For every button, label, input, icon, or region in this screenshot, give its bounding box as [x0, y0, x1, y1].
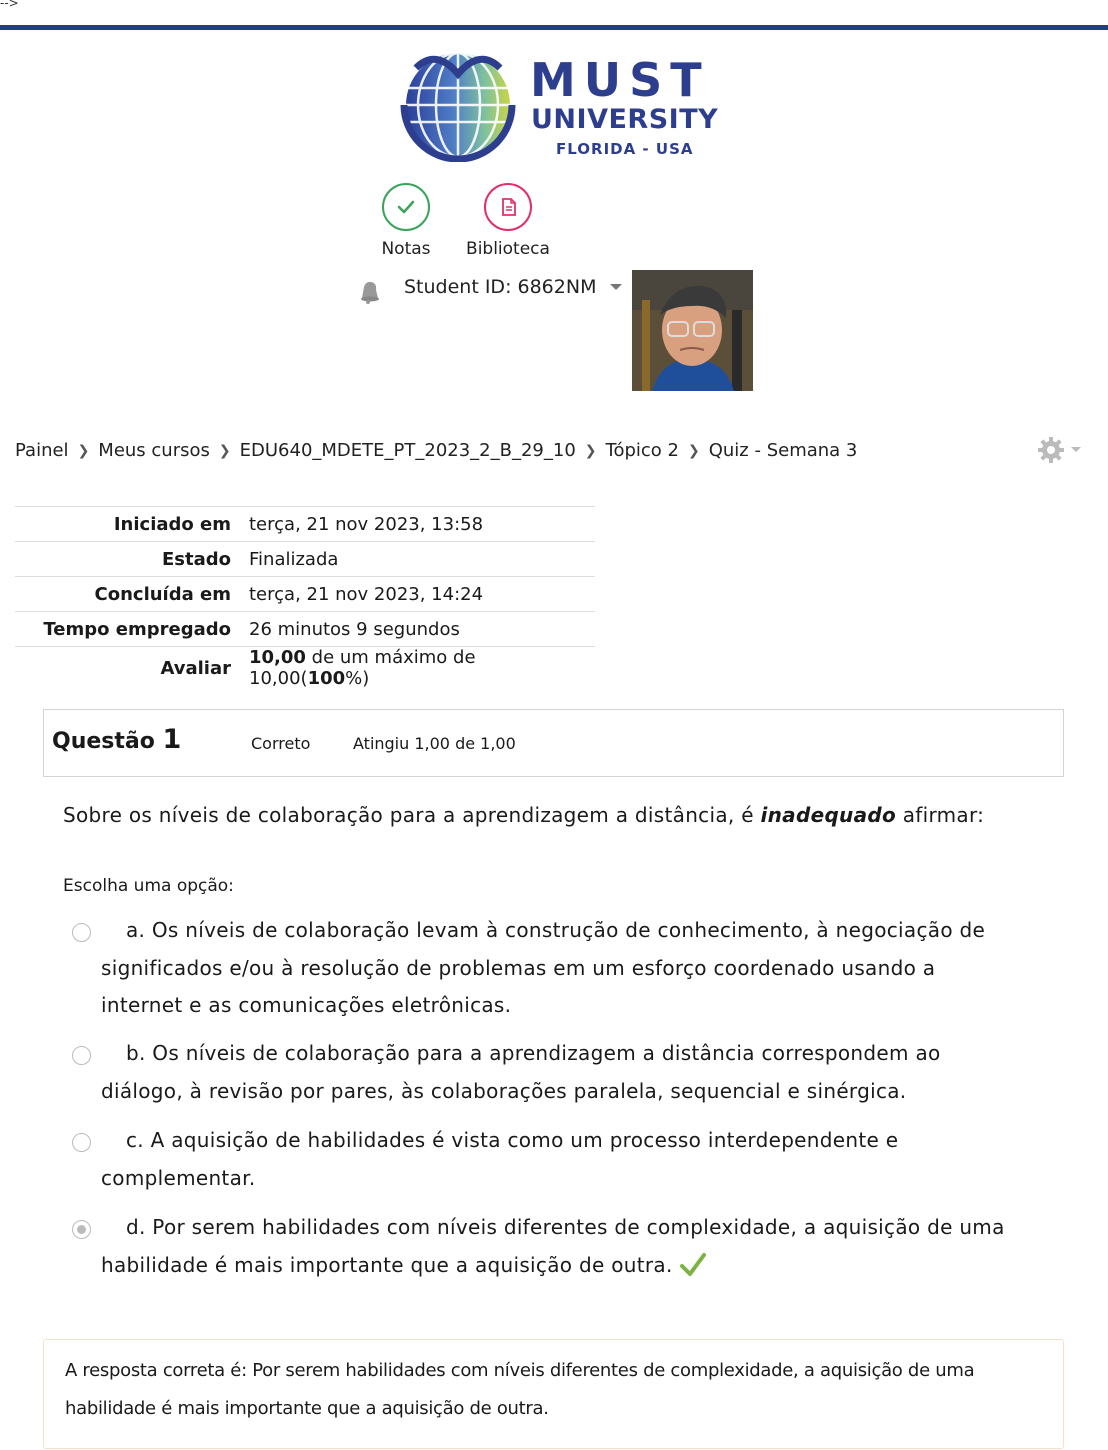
grade-middle: de um máximo de 10,00(: [249, 647, 476, 689]
answer-option-a[interactable]: [72, 912, 1012, 1025]
radio-button[interactable]: [72, 923, 91, 942]
question-text-part: Sobre os níveis de colaboração para a aprendizagem a distância, é: [63, 803, 761, 827]
summary-key: Concluída em: [15, 577, 249, 612]
notas-link[interactable]: [378, 183, 434, 259]
option-text: [72, 1209, 1012, 1284]
question-label: Questão: [52, 729, 155, 754]
chevron-right-icon: ❯: [77, 442, 90, 459]
grade-percent: 100: [307, 668, 346, 689]
breadcrumb-quiz[interactable]: Quiz - Semana 3: [708, 440, 858, 461]
question-number: [52, 724, 181, 755]
option-text: a. Os níveis de colaboração levam à construção de conhecimento, à negociação de significados e/ou à resolução de problemas em um esforço coordenado usando a internet e as comunicações eletrônicas.: [101, 918, 986, 1017]
grade-end: %): [345, 668, 370, 689]
summary-value: terça, 21 nov 2023, 14:24: [249, 577, 595, 612]
answer-option-c[interactable]: [72, 1122, 1012, 1197]
table-row: [15, 542, 595, 577]
stray-comment-text: -->: [0, 0, 19, 10]
radio-button[interactable]: [72, 1046, 91, 1065]
breadcrumb-meus-cursos[interactable]: Meus cursos: [98, 440, 210, 461]
avatar[interactable]: [632, 270, 753, 391]
globe-icon: [396, 48, 520, 162]
avatar-photo: [632, 270, 753, 391]
notification-bell-icon[interactable]: [358, 278, 382, 304]
option-text-value: d. Por serem habilidades com níveis diferentes de complexidade, a aquisição de uma habilidade é mais importante que a aquisição de outra.: [101, 1215, 1005, 1277]
biblioteca-label: Biblioteca: [466, 239, 550, 259]
summary-value: 26 minutos 9 segundos: [249, 612, 595, 647]
breadcrumb-painel[interactable]: Painel: [15, 440, 69, 461]
radio-button-selected[interactable]: [72, 1220, 91, 1239]
question-text: [63, 803, 984, 827]
summary-value: Finalizada: [249, 542, 595, 577]
chevron-right-icon: ❯: [584, 442, 597, 459]
summary-key: Avaliar: [15, 647, 249, 690]
logo-text-university: UNIVERSITY: [531, 104, 719, 135]
correct-check-icon: [679, 1252, 707, 1278]
table-row: [15, 647, 595, 690]
correct-answer-feedback: [43, 1339, 1064, 1449]
logo-text-location: FLORIDA - USA: [556, 140, 694, 158]
check-icon: [382, 183, 430, 231]
breadcrumb-course[interactable]: EDU640_MDETE_PT_2023_2_B_29_10: [239, 440, 576, 461]
user-menu[interactable]: [358, 272, 623, 302]
top-bar: [0, 25, 1108, 30]
radio-button[interactable]: [72, 1133, 91, 1152]
gear-icon[interactable]: [1037, 436, 1085, 464]
grade-score: 10,00: [249, 647, 306, 668]
summary-key: Estado: [15, 542, 249, 577]
grade-value: [249, 647, 595, 690]
answer-option-d[interactable]: [72, 1209, 1012, 1284]
table-row: [15, 577, 595, 612]
attempt-summary-table: [15, 506, 595, 689]
question-info-box: [43, 709, 1064, 777]
caret-down-icon[interactable]: [609, 282, 623, 292]
chevron-right-icon: ❯: [688, 442, 700, 459]
question-state: Correto: [251, 734, 311, 753]
document-icon: [484, 183, 532, 231]
option-text: b. Os níveis de colaboração para a aprendizagem a distância correspondem ao diálogo, à revisão por pares, às colaborações paralela, sequencial e sinérgica.: [101, 1041, 941, 1103]
choose-option-prompt: Escolha uma opção:: [63, 876, 234, 896]
summary-key: Iniciado em: [15, 507, 249, 542]
feedback-text: A resposta correta é: Por serem habilidades com níveis diferentes de complexidade, a aquisição de uma habilidade é mais importante que a aquisição de outra.: [65, 1360, 975, 1419]
summary-value: terça, 21 nov 2023, 13:58: [249, 507, 595, 542]
breadcrumb: [15, 440, 857, 461]
chevron-right-icon: ❯: [218, 442, 231, 459]
option-text: c. A aquisição de habilidades é vista como um processo interdependente e complementar.: [101, 1128, 899, 1190]
answer-option-b[interactable]: [72, 1035, 1012, 1110]
question-text-emphasis: inadequado: [760, 803, 897, 827]
student-id[interactable]: Student ID: 6862NM: [404, 276, 597, 298]
logo-text-must: MUST: [530, 53, 710, 107]
biblioteca-link[interactable]: [462, 183, 554, 259]
table-row: [15, 507, 595, 542]
table-row: [15, 612, 595, 647]
question-grade: Atingiu 1,00 de 1,00: [353, 734, 516, 753]
question-number-value: 1: [162, 724, 182, 755]
summary-key: Tempo empregado: [15, 612, 249, 647]
university-logo[interactable]: [396, 48, 726, 163]
question-text-part: afirmar:: [896, 803, 985, 827]
notas-label: Notas: [381, 239, 431, 259]
breadcrumb-topic[interactable]: Tópico 2: [605, 440, 679, 461]
